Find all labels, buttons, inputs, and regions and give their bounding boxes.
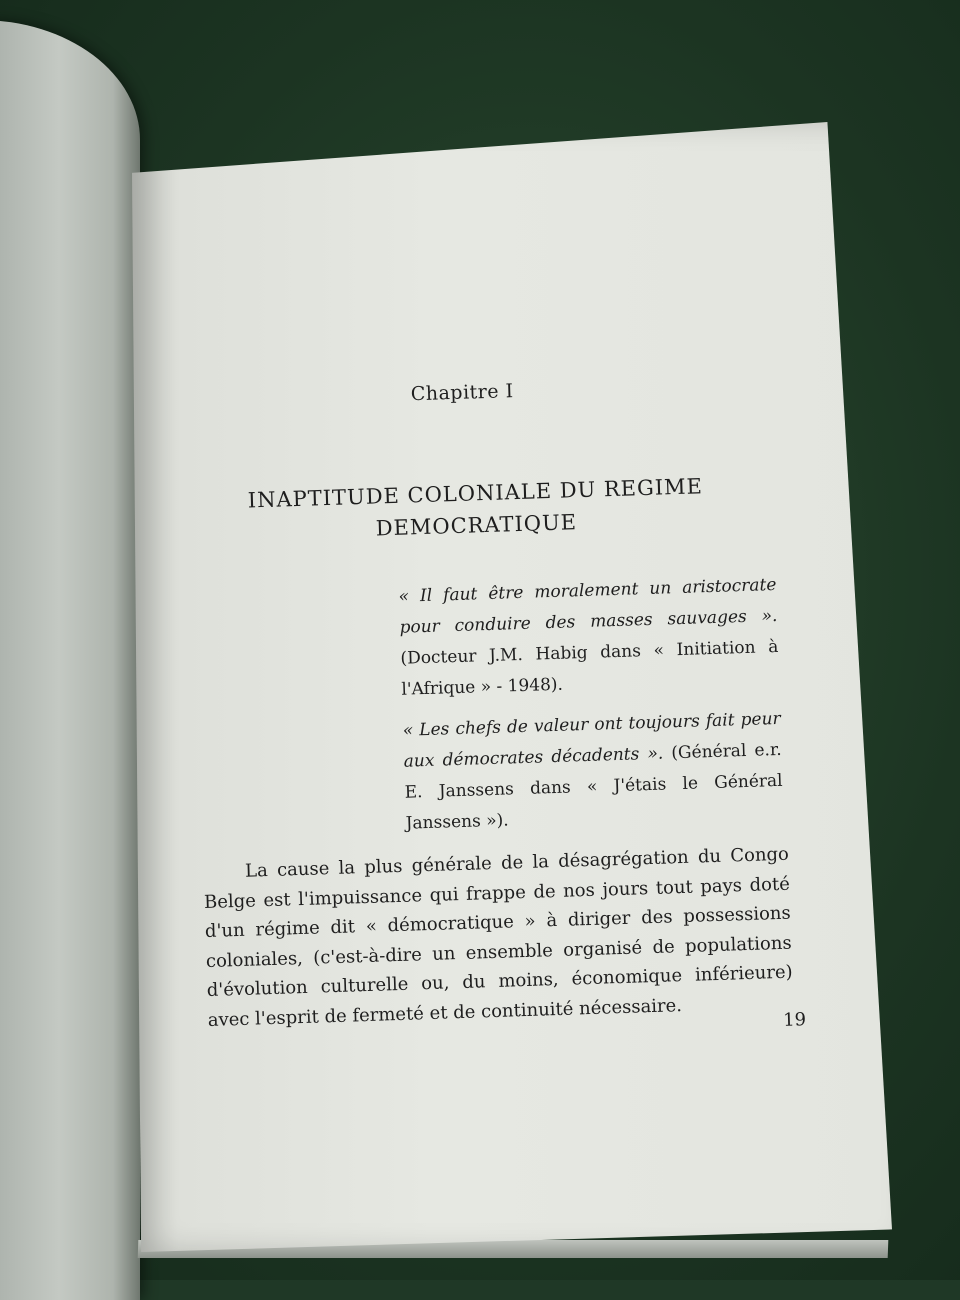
epigraph-2 [402,704,784,840]
epigraph-2-attribution: (Général e.r. E. Janssens dans « J'étais le Général Janssens »). [404,739,783,834]
body-paragraph: La cause la plus générale de la désagrégation du Congo Belge est l'impuissance qui frappe de nos jours tout pays doté d'un régime dit « démocratique » à diriger des possessions coloniales, (c'est-à-dire un ensemble organisé de populations d'évolution culturelle ou, du moins, économique inférieure) avec l'esprit de fermeté et de continuité nécessaire. [203,843,793,1031]
page-number: 19 [782,1009,807,1031]
chapter-title-line-2: DEMOCRATIQUE [375,510,578,541]
epigraph-1 [398,570,780,706]
epigraph-1-quote: « Il faut être moralement un aristocrate pour conduire des masses sauvages ». [398,574,778,638]
chapter-label: Chapitre I [410,380,514,406]
epigraph-2-quote: « Les chefs de valeur ont toujours fait peur aux démocrates décadents ». [402,708,781,772]
chapter-title [245,470,707,548]
chapter-title-line-1: INAPTITUDE COLONIALE DU REGIME [247,474,704,513]
epigraph-1-attribution: (Docteur J.M. Habig dans « Initiation à l'Afrique » - 1948). [400,636,779,700]
